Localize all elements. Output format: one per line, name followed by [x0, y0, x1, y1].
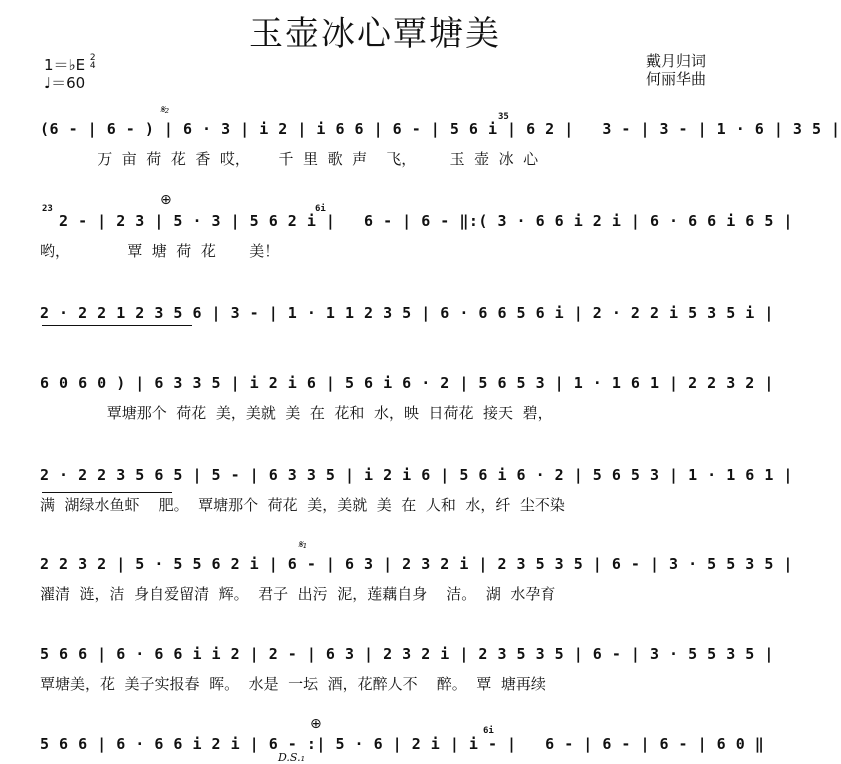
lyrics-line-1: 万 亩 荷 花 香 哎， 千 里 歌 声 飞， 玉 壶 冰 心 [40, 150, 539, 168]
grace-note-1: 35 [498, 112, 509, 122]
lyrics-line-4: 覃塘那个 荷花 美，美就 美 在 花和 水，映 日荷花 接天 碧， [40, 404, 553, 422]
beam-line-5 [42, 492, 172, 493]
key-do: 1＝♭E [44, 56, 86, 74]
song-title: 玉壶冰心覃塘美 [249, 14, 501, 54]
time-bottom: 4 [89, 61, 96, 71]
system-4 [40, 372, 774, 424]
notes-line-3: 2 · 2 2 1 2 3 5 6 | 3 - | 1 · 1 1 2 3 5 | 6 · 6 6 5 6 i | 2 · 2 2 i 5 3 5 i | [40, 304, 774, 322]
system-5 [40, 464, 793, 516]
lyrics-line-2: 哟， 覃 塘 荷 花 美！ [40, 242, 280, 260]
time-top: 2 [89, 53, 96, 63]
lyrics-line-7: 覃塘美，花 美子实报春 晖。 水是 一坛 酒，花醉人不 醉。 覃 塘再续 [40, 675, 546, 693]
composer-credit: 何丽华曲 [645, 70, 706, 88]
ds-mark: D.S.₁ [278, 751, 305, 764]
system-2 [40, 210, 793, 262]
beam-line-3 [42, 325, 192, 326]
time-signature [90, 54, 96, 70]
system-1 [40, 118, 841, 170]
grace-note-4: 6i [483, 726, 494, 736]
segno-mark-1: 𝄋₂ [160, 103, 170, 116]
system-3 [40, 302, 774, 354]
lyrics-line-5: 满 湖绿水鱼虾 肥。 覃塘那个 荷花 美，美就 美 在 人和 水，纤 尘不染 [40, 496, 565, 514]
lyrics-line-6: 濯清 涟，洁 身自爱留清 辉。 君子 出污 泥，莲藕自身 洁。 湖 水孕育 [40, 585, 556, 603]
notes-line-5: 2 · 2 2 3 5 6 5 | 5 - | 6 3 3 5 | i 2 i 6 | 5 6 i 6 · 2 | 5 6 5 3 | 1 · 1 6 1 | [40, 466, 793, 484]
lyricist-credit: 戴月归词 [645, 52, 706, 70]
notes-line-7: 5 6 6 | 6 · 6 6 i i 2 | 2 - | 6 3 | 2 3 2 i | 2 3 5 3 5 | 6 - | 3 · 5 5 3 5 | [40, 645, 774, 663]
notes-line-2: 2 - | 2 3 | 5 · 3 | 5 6 2 i | 6 - | 6 - ‖:( 3 · 6 6 i 2 i | 6 · 6 6 i 6 5 | [40, 212, 793, 230]
system-7 [40, 643, 774, 695]
grace-note-3: 6i [315, 204, 326, 214]
system-8 [40, 733, 765, 755]
notes-line-6: 2 2 3 2 | 5 · 5 5 6 2 i | 6 - | 6 3 | 2 3 2 i | 2 3 5 3 5 | 6 - | 3 · 5 5 3 5 | [40, 555, 793, 573]
notes-line-8: 5 6 6 | 6 · 6 6 i 2 i | 6 - :| 5 · 6 | 2 i | i - | 6 - | 6 - | 6 - | 6 0 ‖ [40, 735, 765, 753]
grace-note-2: 23 [42, 204, 53, 214]
key-signature [44, 54, 96, 92]
credits [646, 52, 706, 88]
system-6 [40, 553, 793, 605]
notes-line-4: 6 0 6 0 ) | 6 3 3 5 | i 2 i 6 | 5 6 i 6 · 2 | 5 6 5 3 | 1 · 1 6 1 | 2 2 3 2 | [40, 374, 774, 392]
coda-mark-1: ⊕ [160, 192, 172, 208]
segno-mark-2: 𝄋₁ [298, 538, 308, 551]
coda-mark-2: ⊕ [310, 716, 322, 732]
notes-line-1: (6 - | 6 - ) | 6 · 3 | i 2 | i 6 6 | 6 - | 5 6 i | 6 2 | 3 - | 3 - | 1 · 6 | 3 5 | [40, 120, 841, 138]
lyrics-line-3 [40, 332, 718, 354]
tempo-mark: ♩＝60 [44, 74, 86, 92]
